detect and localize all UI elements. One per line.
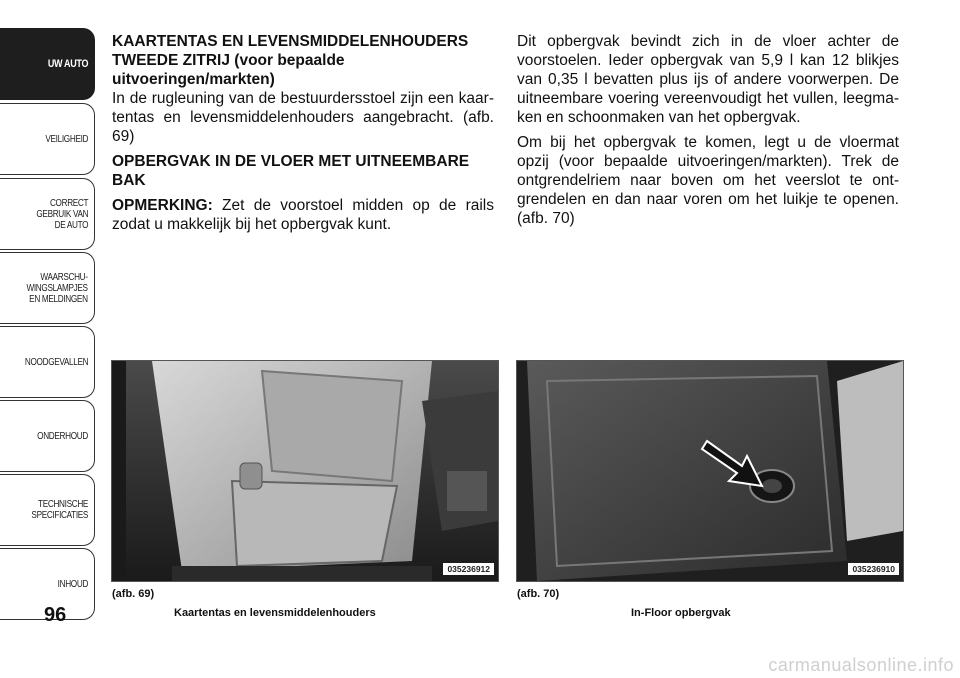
section-heading-floor-storage: OPBERGVAK IN DE VLOER MET UITNEEMBARE BAK [112,153,470,189]
figure-map-pocket-photo [111,360,499,582]
paragraph-storage-access: Om bij het opbergvak te komen, legt u de vloermat opzij (voor bepaalde uitvoeringen/markten). Trek de ontgrendelriem naar boven om het veerslot te ontgrendelen en dan naar voren om het luikje te openen. (afb. 70) [517,134,899,227]
figure-code: 035236912 [443,563,494,575]
tab-label: CORRECT GEBRUIK VAN DE AUTO [36,197,88,231]
figure-caption: Kaartentas en levensmiddelenhouders [174,607,376,619]
watermark-text: carmanualsonline.info [768,655,954,675]
tab-technische-specificaties[interactable] [0,474,95,546]
tab-onderhoud[interactable] [0,400,95,472]
figure-code: 035236910 [848,563,899,575]
section-heading-map-pocket: KAARTENTAS EN LEVENSMIDDELENHOUDERS TWEEDE ZITRIJ (voor bepaalde uitvoeringen/markten) [112,33,469,88]
floor-storage-illustration [517,361,903,581]
tab-label: INHOUD [57,578,88,590]
figure-caption: In-Floor opbergvak [631,607,731,619]
page-number: 96 [44,604,67,626]
figure-ref: (afb. 69) [112,588,155,600]
tab-label: TECHNISCHE SPECIFICATIES [31,499,88,521]
note-paragraph [112,196,494,234]
seatback-illustration [112,361,498,581]
tab-correct-gebruik[interactable] [0,178,95,250]
figure-floor-storage-photo [516,360,904,582]
paragraph-storage-description: Dit opbergvak bevindt zich in de vloer achter de voorstoelen. Ieder opbergvak van 5,9 l kan 12 blikjes van 0,35 l bevatten plus ijs of andere voorwerpen. De uitneembare voering vereenvoudigt het vullen, leegmaken en schoonmaken van het opbergvak. [517,33,899,126]
tab-label: ONDERHOUD [37,430,88,442]
tab-label: NOODGEVALLEN [24,356,88,368]
note-label: OPMERKING: [112,197,213,214]
tab-uw-auto[interactable] [0,28,95,100]
tab-label: VEILIGHEID [45,133,88,145]
paragraph-map-pocket: In de rugleuning van de bestuurdersstoel zijn een kaartentas en levensmiddelenhouders aangebracht. (afb. 69) [112,90,494,145]
tab-label: UW AUTO [47,57,88,70]
tab-waarschuwingslampjes[interactable] [0,252,95,324]
right-column [517,32,899,234]
left-column [112,32,494,240]
tab-noodgevallen[interactable] [0,326,95,398]
figure-ref: (afb. 70) [517,588,560,600]
note-text: Zet de voorstoel midden op de rails zodat u makkelijk bij het opbergvak kunt. [112,197,494,233]
tab-label: WAARSCHU- WINGSLAMPJES EN MELDINGEN [26,271,88,305]
tab-veiligheid[interactable] [0,103,95,175]
